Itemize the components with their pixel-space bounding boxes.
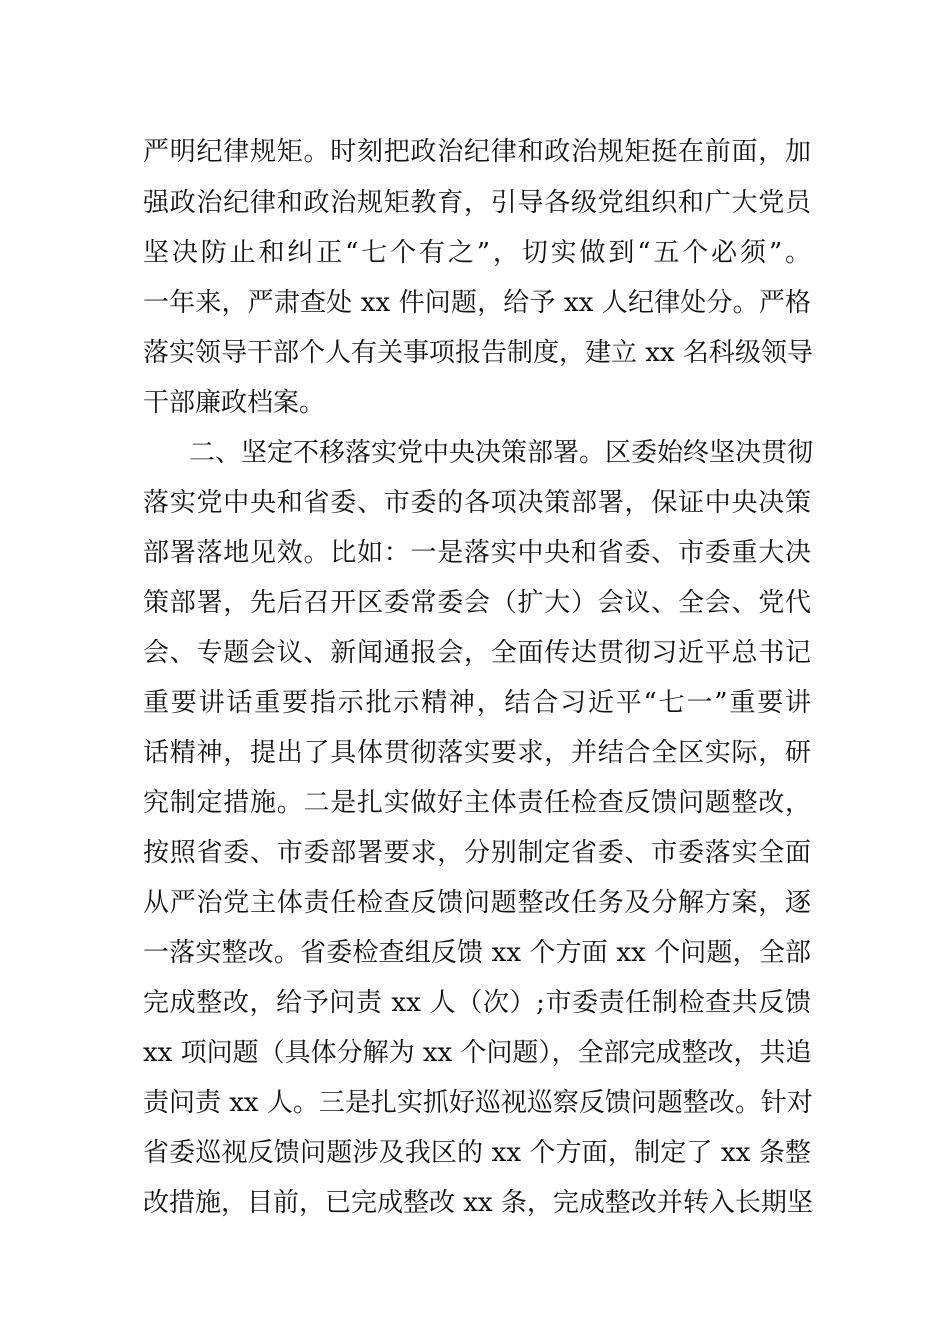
text-line: 严明纪律规矩。时刻把政治纪律和政治规矩挺在前面，加 <box>143 137 811 167</box>
text-line: 落实领导干部个人有关事项报告制度，建立 xx 名科级领导 <box>143 338 813 368</box>
text-line: 完成整改，给予问责 xx 人（次）;市委责任制检查共反馈 <box>143 988 811 1018</box>
text-line: 重要讲话重要指示批示精神，结合习近平“七一”重要讲 <box>143 688 811 718</box>
paragraph-heading-line: 二、坚定不移落实党中央决策部署。区委始终坚决贯彻 <box>189 438 814 468</box>
text-line: 省委巡视反馈问题涉及我区的 xx 个方面，制定了 xx 条整 <box>143 1138 811 1168</box>
text-line: xx 项问题（具体分解为 xx 个问题），全部完成整改，共追 <box>143 1038 812 1068</box>
text-line: 按照省委、市委部署要求，分别制定省委、市委落实全面 <box>143 838 811 868</box>
text-line: 改措施，目前，已完成整改 xx 条，完成整改并转入长期坚 <box>143 1188 813 1218</box>
text-line: 责问责 xx 人。三是扎实抓好巡视巡察反馈问题整改。针对 <box>143 1088 813 1118</box>
text-line: 策部署，先后召开区委常委会（扩大）会议、全会、党代 <box>143 588 811 618</box>
text-line: 话精神，提出了具体贯彻落实要求，并结合全区实际，研 <box>143 738 811 768</box>
text-line: 究制定措施。二是扎实做好主体责任检查反馈问题整改， <box>143 788 811 818</box>
text-line: 强政治纪律和政治规矩教育，引导各级党组织和广大党员 <box>143 188 811 218</box>
text-line: 从严治党主体责任检查反馈问题整改任务及分解方案，逐 <box>143 888 811 918</box>
text-line: 一年来，严肃查处 xx 件问题，给予 xx 人纪律处分。严格 <box>143 288 811 318</box>
text-line: 部署落地见效。比如：一是落实中央和省委、市委重大决 <box>143 538 811 568</box>
text-line: 干部廉政档案。 <box>143 388 326 418</box>
text-line: 会、专题会议、新闻通报会，全面传达贯彻习近平总书记 <box>143 638 811 668</box>
text-line: 落实党中央和省委、市委的各项决策部署，保证中央决策 <box>143 488 811 518</box>
text-line: 坚决防止和纠正“七个有之”，切实做到“五个必须”。 <box>143 238 811 268</box>
text-line: 一落实整改。省委检查组反馈 xx 个方面 xx 个问题，全部 <box>143 938 811 968</box>
